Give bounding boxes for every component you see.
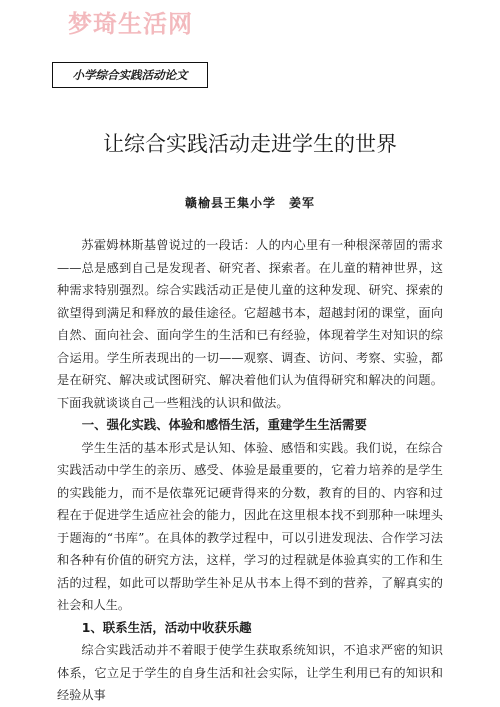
section-heading-1: 一、强化实践、体验和感悟生活，重建学生生活需要 [81,417,367,432]
article-body [57,234,443,707]
paragraph-subsection-1: 综合实践活动并不着眼于使学生获取系统知识，不追求严密的知识体系，它立足于学生的自身生活和社会实际，让学生利用已有的知识和经验从事 [57,643,443,702]
site-watermark: 梦琦生活网 [68,10,193,38]
paragraph-section-1: 学生生活的基本形式是认知、体验、感悟和实践。我们说，在综合实践活动中学生的亲历、感受、体验是最重要的，它着力培养的是学生的实践能力，而不是依靠死记硬背得来的分数，教育的目的、内容和过程在于促进学生适应社会的能力，因此在这里根本找不到那种一味埋头于题海的“书库”。在具体的教学过程中，可以引进发现法、合作学习法和各种有价值的研究方法，这样，学习的过程就是体验真实的工作和生活的过程，如此可以帮助学生补足从书本上得不到的营养，了解真实的社会和人生。 [57,440,443,612]
category-tag: 小学综合实践活动论文 [52,62,208,88]
subsection-heading-1: 1、联系生活，活动中收获乐趣 [81,619,252,635]
article-title: 让综合实践活动走进学生的世界 [103,132,397,156]
paragraph-intro: 苏霍姆林斯基曾说过的一段话：人的内心里有一种根深蒂固的需求——总是感到自己是发现者、研究者、探索者。在儿童的精神世界，这种需求特别强烈。综合实践活动正是使儿童的这种发现、研究、探索的欲望得到满足和释放的最佳途径。它超越书本，超越封闭的课堂，面向自然、面向社会、面向学生的生活和已有经验，体现着学生对知识的综合运用。学生所表现出的一切——观察、调查、访问、考察、实验，都是在研究、解决或试图研究、解决着他们认为值得研究和解决的问题。下面我就谈谈自己一些粗浅的认识和做法。 [57,238,443,410]
author-line: 赣榆县王集小学 姜军 [184,196,315,210]
